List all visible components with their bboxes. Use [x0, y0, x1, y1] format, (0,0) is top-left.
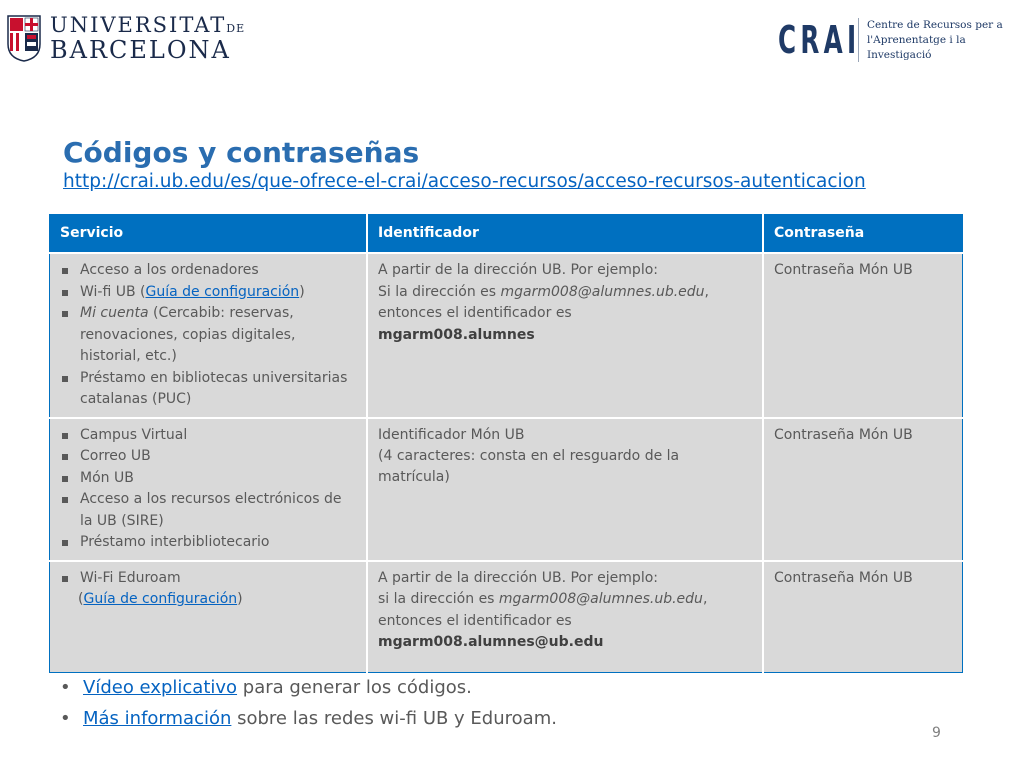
crai-logo-desc-line1: Centre de Recursos per a [866, 18, 1003, 31]
service-continuation [60, 589, 356, 611]
bullet-text: para generar los códigos. [237, 677, 472, 698]
crai-logo-desc-line2: l'Aprenentatge i la Investigació [866, 33, 966, 61]
header-contrasena: Contraseña [763, 214, 963, 253]
password-cell: Contraseña Món UB [763, 561, 963, 673]
video-explicativo-link[interactable]: Vídeo explicativo [83, 677, 238, 698]
identifier-text: , [704, 283, 709, 300]
identifier-email: mgarm008@alumnes.ub.edu [500, 283, 705, 300]
page-number: 9 [932, 725, 941, 741]
service-text: Wi-fi UB ( [80, 283, 146, 300]
identifier-cell [367, 253, 763, 418]
identifier-line: Identificador Món UB [378, 426, 525, 443]
identifier-text: si la dirección es [378, 591, 499, 607]
service-item: Préstamo interbibliotecario [60, 532, 356, 554]
identifier-email: mgarm008@alumnes.ub.edu [498, 591, 703, 607]
slide-url-link[interactable]: http://crai.ub.edu/es/que-ofrece-el-crai/acceso-recursos/acceso-recursos-autenticacion [63, 171, 866, 192]
identifier-line [378, 282, 752, 304]
service-text: ) [299, 283, 305, 300]
bottom-bullets [58, 674, 557, 736]
identifier-cell [367, 561, 763, 673]
crai-logo-word: CRAI [778, 18, 861, 62]
services-cell [50, 418, 368, 561]
service-item: Món UB [60, 468, 356, 490]
identifier-line: entonces el identificador es [378, 612, 572, 629]
table-row [50, 418, 963, 561]
password-cell: Contraseña Món UB [763, 253, 963, 418]
ub-logo-line1-suffix: DE [226, 21, 246, 35]
service-item [60, 303, 356, 368]
header-servicio: Servicio [50, 214, 368, 253]
table-row [50, 253, 963, 418]
identifier-line: entonces el identificador es [378, 305, 572, 321]
bullet-item [58, 705, 557, 736]
bullet-item [58, 674, 557, 705]
service-item [60, 282, 356, 304]
table-header-row [50, 214, 963, 253]
identifier-line: A partir de la dirección UB. Por ejemplo: [378, 262, 658, 278]
credentials-table [49, 214, 963, 673]
bullet-text: sobre las redes wi-fi UB y Eduroam. [231, 708, 557, 729]
identifier-line: (4 caracteres: consta en el resguardo de la matrícula) [378, 448, 680, 485]
ub-logo [6, 10, 245, 66]
identifier-line: A partir de la dirección UB. Por ejemplo: [378, 569, 658, 586]
password-cell: Contraseña Món UB [763, 418, 963, 561]
eduroam-config-guide-link[interactable]: Guía de configuración [83, 591, 238, 607]
service-item: Acceso a los recursos electrónicos de la UB (SIRE) [60, 489, 356, 532]
service-item: Wi-Fi Eduroam [60, 568, 356, 590]
service-text: ) [237, 591, 243, 607]
service-item: Correo UB [60, 446, 356, 468]
identifier-example: mgarm008.alumnes@ub.edu [378, 634, 604, 650]
identifier-text: Si la dirección es [378, 283, 501, 300]
services-cell [50, 253, 368, 418]
service-text: ( [78, 591, 84, 607]
crai-logo [778, 18, 1024, 62]
service-item: Préstamo en bibliotecas universitarias catalanas (PUC) [60, 368, 356, 411]
service-item: Campus Virtual [60, 425, 356, 447]
identifier-text: , [702, 591, 708, 607]
wifi-ub-config-guide-link[interactable]: Guía de configuración [145, 283, 300, 300]
table-row [50, 561, 963, 673]
ub-shield-icon [6, 14, 42, 62]
ub-logo-line2: BARCELONA [50, 35, 231, 64]
service-text: (Cercabib: reservas, renovaciones, copias digitales, historial, etc.) [80, 305, 296, 364]
mas-informacion-link[interactable]: Más información [83, 708, 232, 729]
ub-logo-line1: UNIVERSITAT [50, 12, 227, 37]
services-cell [50, 561, 368, 673]
service-item: Acceso a los ordenadores [60, 260, 356, 282]
identifier-example: mgarm008.alumnes [378, 326, 535, 343]
slide-title: Códigos y contraseñas [63, 136, 420, 169]
header-identificador: Identificador [367, 214, 763, 253]
identifier-cell [367, 418, 763, 561]
service-text-em: Mi cuenta [80, 305, 149, 321]
identifier-line [378, 589, 752, 611]
